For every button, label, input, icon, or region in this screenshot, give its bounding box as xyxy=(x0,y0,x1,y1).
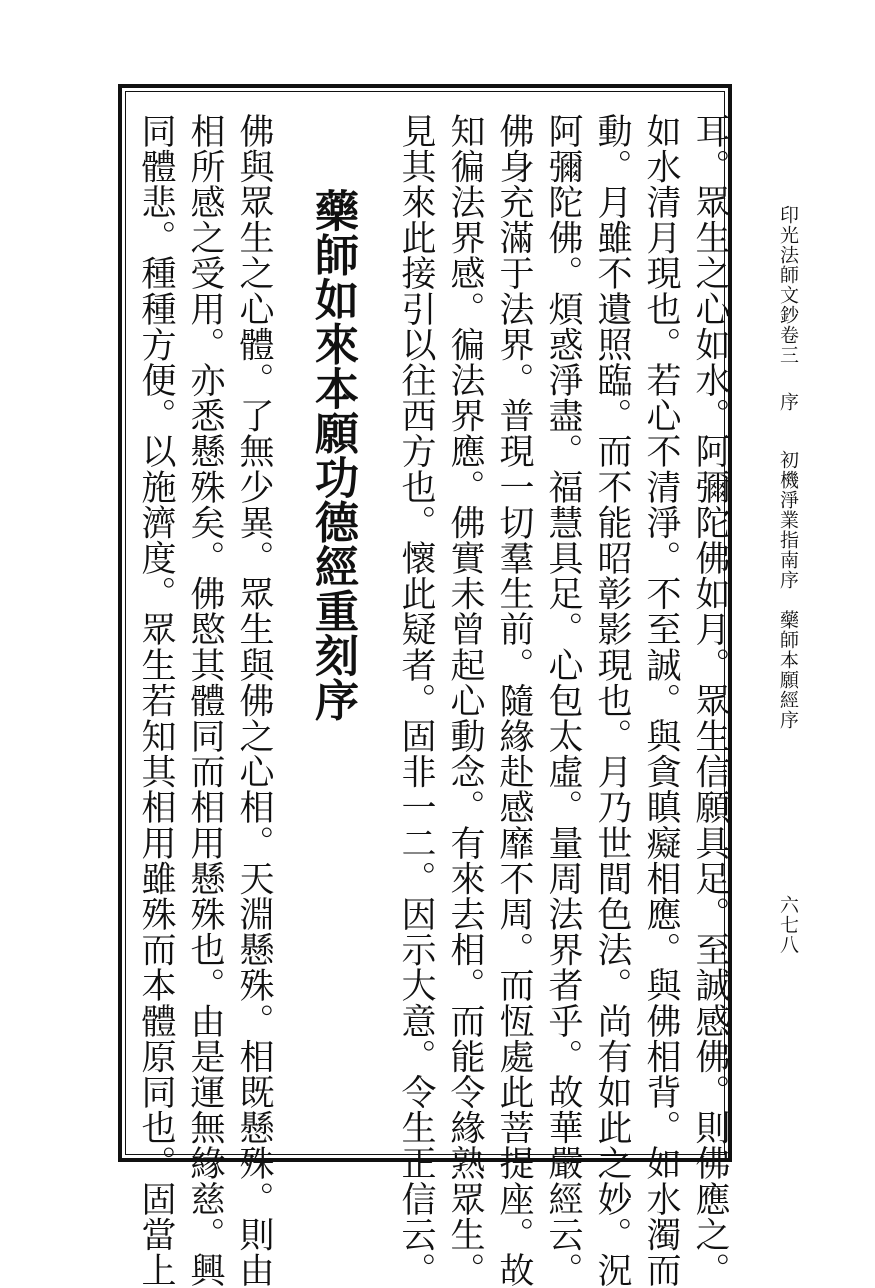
article-column-1: 佛與眾生之心體。了無少異。眾生與佛之心相。天淵懸殊。相既懸殊。則由 xyxy=(234,113,274,1288)
article-column-3: 同體悲。種種方便。以施濟度。眾生若知其相用雖殊而本體原同也。固當上 xyxy=(136,113,176,1288)
text-column-1: 耳。眾生之心如水。阿彌陀佛如月。眾生信願具足。至誠感佛。則佛應之。 xyxy=(690,113,730,1288)
article-column-2: 相所感之受用。亦悉懸殊矣。佛愍其體同而相用懸殊也。由是運無緣慈。興 xyxy=(185,113,225,1288)
text-column-3: 動。月雖不遺照臨。而不能昭彰影現也。月乃世間色法。尚有如此之妙。況 xyxy=(592,113,632,1288)
book-title: 印光法師文鈔卷三 xyxy=(777,205,799,365)
text-column-4: 阿彌陀佛。煩惑淨盡。福慧具足。心包太虛。量周法界者乎。故華嚴經云。 xyxy=(543,113,583,1288)
article-title: 藥師如來本願功德經重刻序 xyxy=(307,188,358,722)
text-column-7: 見其來此接引以往西方也。懷此疑者。固非一二。因示大意。令生正信云。 xyxy=(396,113,436,1288)
text-column-6: 知徧法界感。徧法界應。佛實未曾起心動念。有來去相。而能令緣熟眾生。 xyxy=(445,113,485,1288)
chapter-titles: 初機淨業指南序 藥師本願經序 xyxy=(777,450,799,730)
page-number: 六七八 xyxy=(777,895,799,955)
text-column-5: 佛身充滿于法界。普現一切羣生前。隨緣赴感靡不周。而恆處此菩提座。故 xyxy=(494,113,534,1288)
section-label: 序 xyxy=(777,392,799,412)
text-column-2: 如水清月現也。若心不清淨。不至誠。與貪瞋癡相應。與佛相背。如水濁而 xyxy=(641,113,681,1288)
